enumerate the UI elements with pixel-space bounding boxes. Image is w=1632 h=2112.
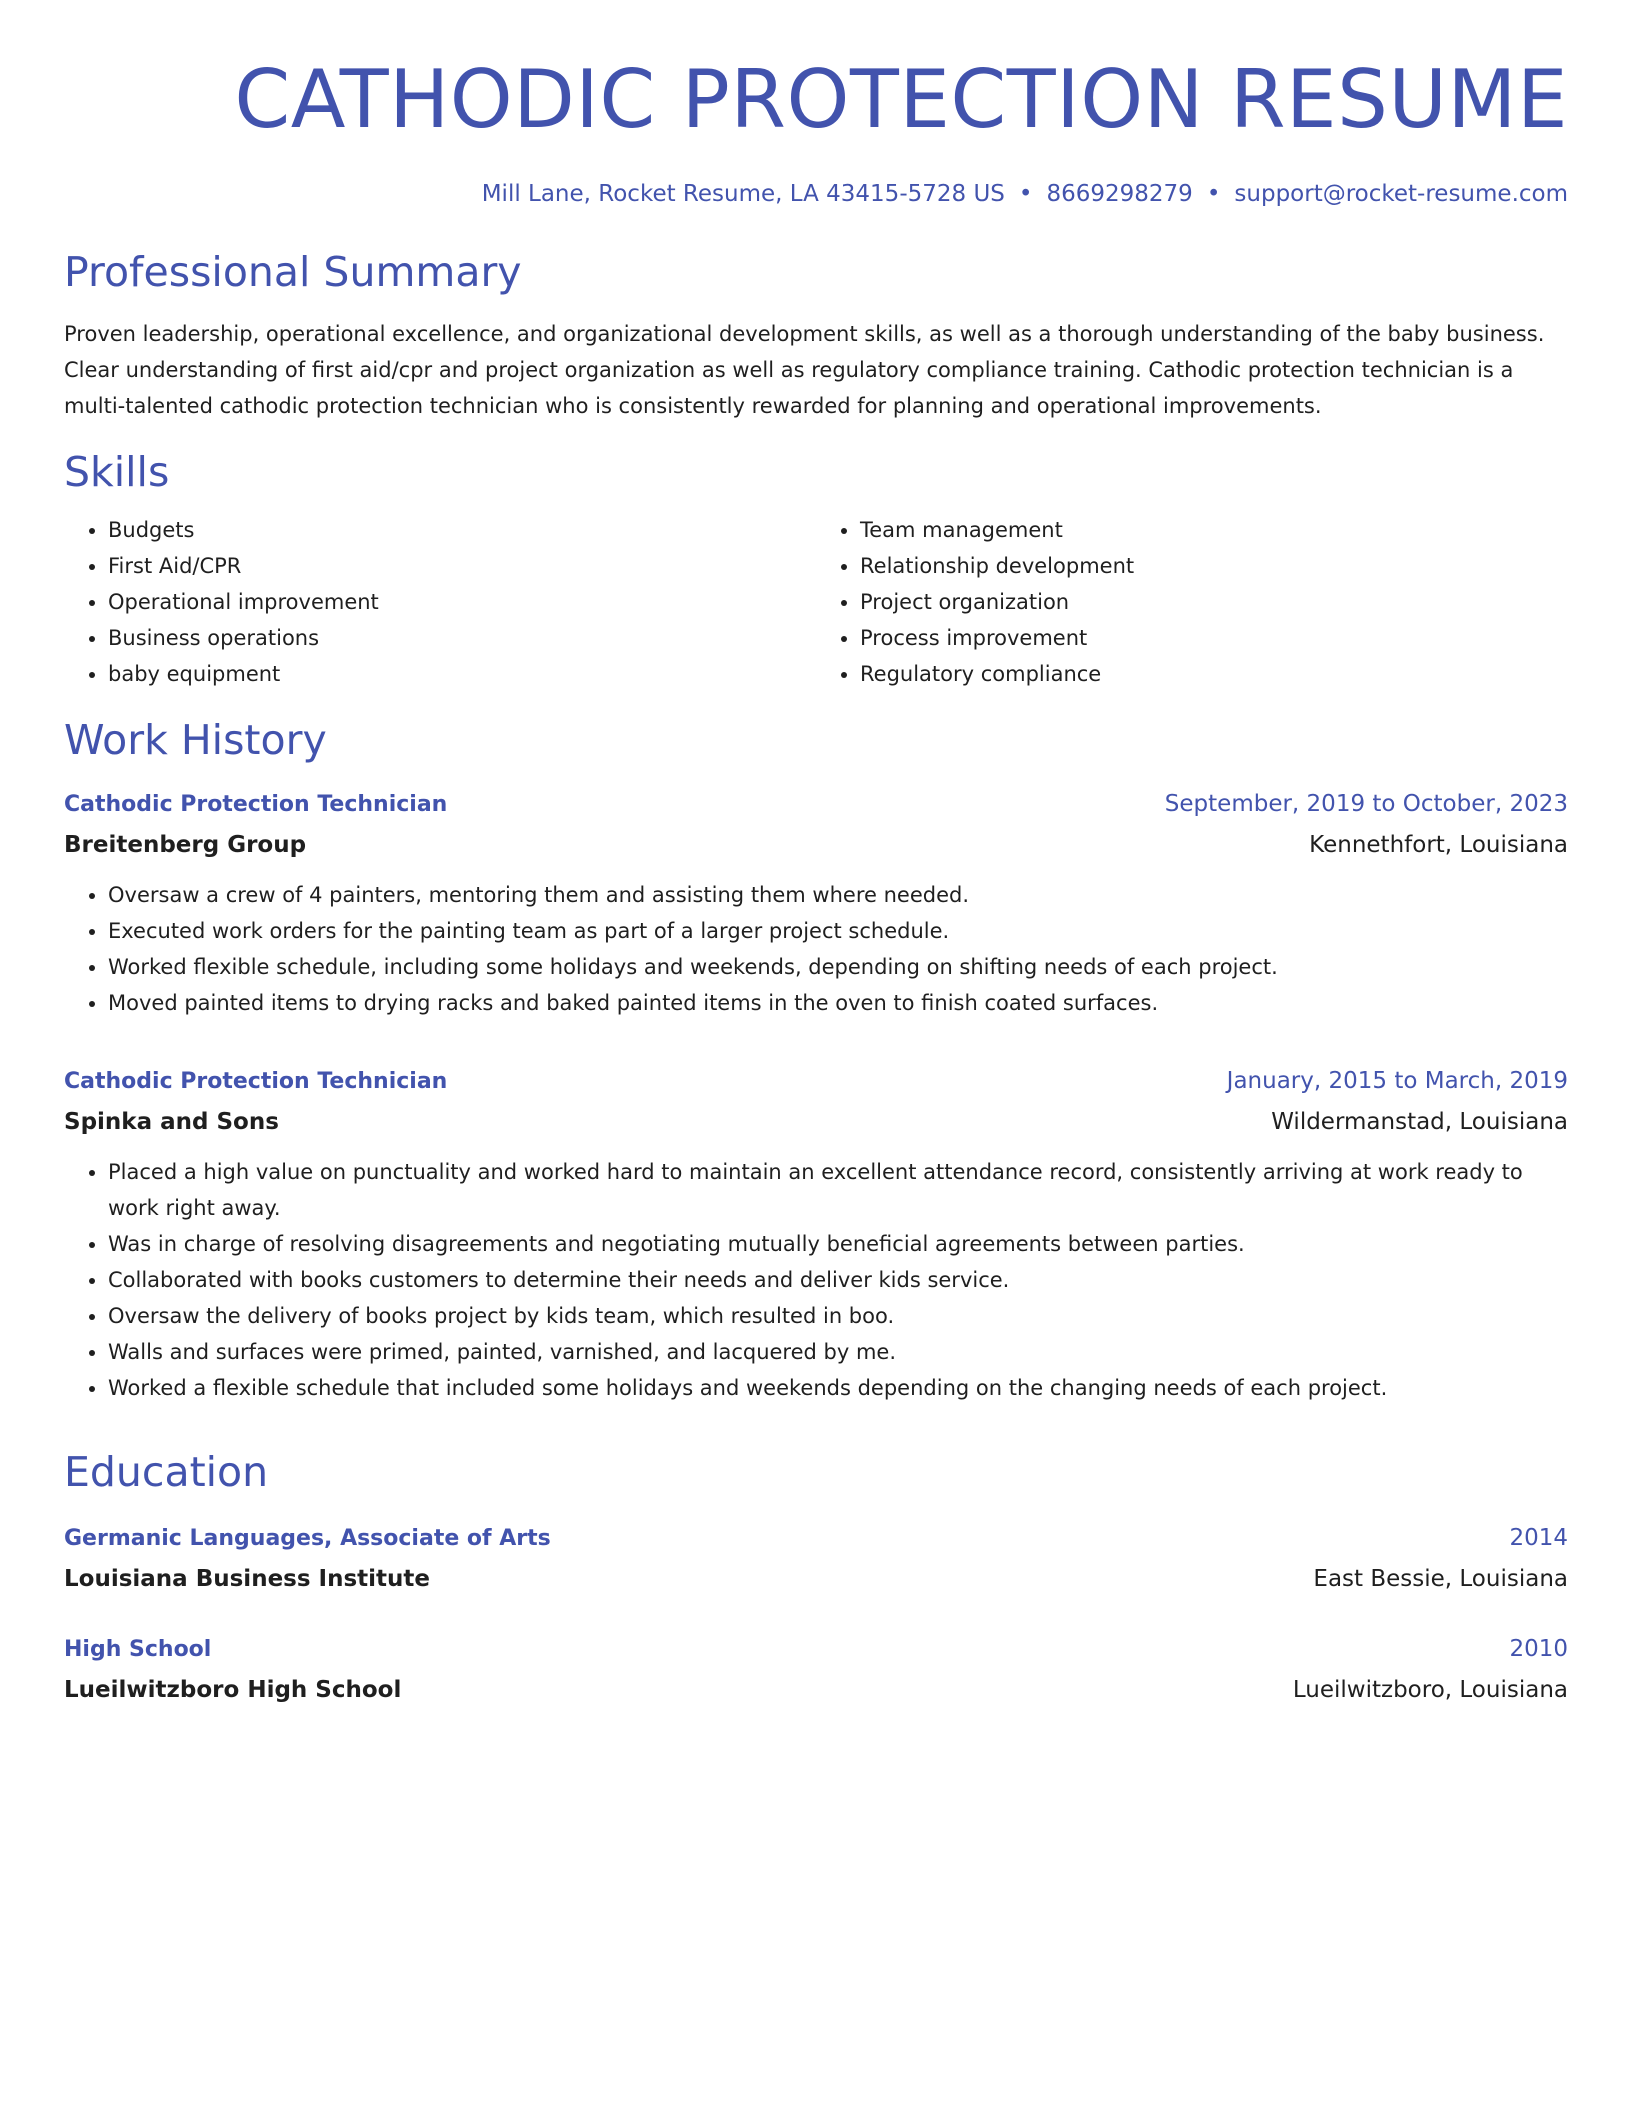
education-entry [64,1520,1568,1597]
education-school: Louisiana Business Institute [64,1566,431,1592]
contact-email[interactable]: support@rocket-resume.com [1234,181,1568,207]
contact-phone: 8669298279 [1046,181,1193,207]
education-year: 2014 [1509,1525,1568,1551]
skills-column-right [816,512,1568,692]
skill-item: • Business operations [108,620,816,656]
education-school: Lueilwitzboro High School [64,1677,402,1703]
job-bullets [64,1154,1568,1406]
education-degree-row [64,1520,1568,1557]
job-company: Spinka and Sons [64,1109,279,1135]
job-location: Wildermanstad, Louisiana [1271,1109,1568,1135]
job-title-row [64,786,1568,823]
education-heading: Education [64,1448,269,1496]
job-company: Breitenberg Group [64,832,307,858]
job-company-row [64,823,1568,863]
job-bullet: • Collaborated with books customers to determine their needs and deliver kids service. [108,1262,1568,1298]
job-bullets [64,877,1568,1021]
job-entry [64,1063,1568,1406]
skill-item: • baby equipment [108,656,816,692]
job-bullet: • Worked flexible schedule, including some holidays and weekends, depending on shifting needs of each project. [108,949,1568,985]
skill-item: • Regulatory compliance [860,656,1568,692]
education-school-row [64,1668,1568,1708]
skill-item: • Operational improvement [108,584,816,620]
contact-separator: • [1018,181,1033,207]
skill-item: • Process improvement [860,620,1568,656]
job-bullet: • Placed a high value on punctuality and worked hard to maintain an excellent attendance record, consistently arriving at work ready to work right away. [108,1154,1568,1226]
job-location: Kennethfort, Louisiana [1309,832,1568,858]
job-bullet: • Moved painted items to drying racks and baked painted items in the oven to finish coated surfaces. [108,985,1568,1021]
education-entry [64,1631,1568,1708]
education-degree: High School [64,1637,212,1662]
summary-section [64,246,1568,424]
skills-column-left [64,512,816,692]
job-company-row [64,1100,1568,1140]
skill-item: • Budgets [108,512,816,548]
skill-item: • First Aid/CPR [108,548,816,584]
summary-heading: Professional Summary [64,248,522,296]
education-location: East Bessie, Louisiana [1313,1566,1568,1592]
job-bullet: • Walls and surfaces were primed, painted, varnished, and lacquered by me. [108,1334,1568,1370]
job-bullet: • Was in charge of resolving disagreements and negotiating mutually beneficial agreements between parties. [108,1226,1568,1262]
job-title: Cathodic Protection Technician [64,1069,448,1094]
job-entry [64,786,1568,1021]
skills-section [64,446,1568,692]
education-location: Lueilwitzboro, Louisiana [1292,1677,1568,1703]
skill-item: • Project organization [860,584,1568,620]
education-section [64,1446,1568,1708]
job-title: Cathodic Protection Technician [64,792,448,817]
education-school-row [64,1557,1568,1597]
education-degree-row [64,1631,1568,1668]
contact-separator: • [1206,181,1221,207]
job-bullet: • Oversaw the delivery of books project by kids team, which resulted in boo. [108,1298,1568,1334]
job-bullet: • Worked a flexible schedule that included some holidays and weekends depending on the changing needs of each project. [108,1370,1568,1406]
skills-grid [64,512,1568,692]
resume-header [64,0,1568,210]
skill-item: • Relationship development [860,548,1568,584]
contact-address: Mill Lane, Rocket Resume, LA 43415-5728 US [481,181,1005,207]
work-history-heading: Work History [64,716,327,764]
resume-name: CATHODIC PROTECTION RESUME [234,53,1568,146]
job-dates: January, 2015 to March, 2019 [1226,1068,1568,1094]
skill-item: • Team management [860,512,1568,548]
job-dates: September, 2019 to October, 2023 [1164,791,1568,817]
education-degree: Germanic Languages, Associate of Arts [64,1526,551,1551]
job-bullet: • Executed work orders for the painting team as part of a larger project schedule. [108,913,1568,949]
skills-heading: Skills [64,448,170,496]
contact-line [64,178,1568,210]
education-year: 2010 [1509,1636,1568,1662]
job-title-row [64,1063,1568,1100]
summary-text: Proven leadership, operational excellence, and organizational development skills, as well as a thorough understanding of the baby business. Clear understanding of first aid/cpr and project organization as well as regulatory compliance training. Cathodic protection technician is a multi-talented cathodic protection technician who is consistently rewarded for planning and operational improvements. [64,322,1545,418]
job-bullet: • Oversaw a crew of 4 painters, mentoring them and assisting them where needed. [108,877,1568,913]
work-history-section [64,714,1568,1406]
